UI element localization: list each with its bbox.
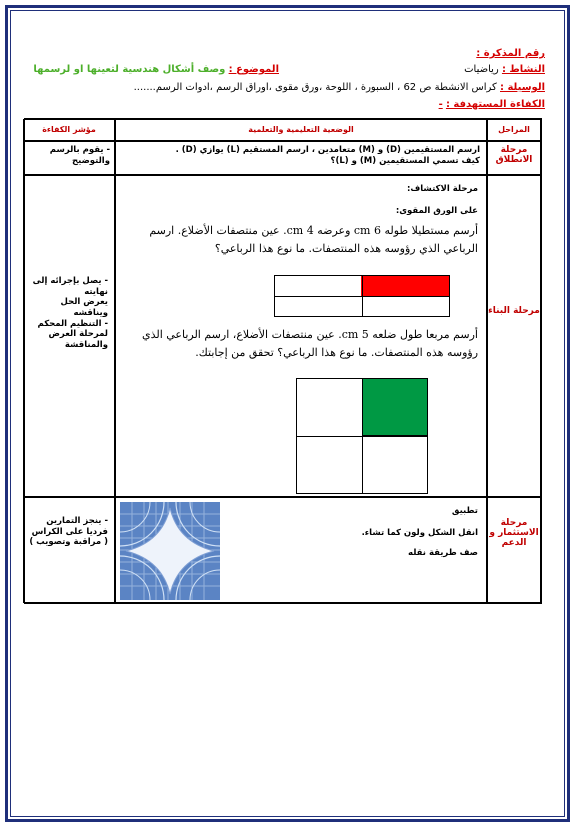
topic-label: الموضوع : xyxy=(228,64,279,75)
rectangle-horizontal-line xyxy=(275,296,449,297)
build-indicator xyxy=(23,175,115,497)
practice-situation xyxy=(115,497,487,603)
build-indicator-2: يعرض الحل ويناقشه xyxy=(60,297,108,318)
header-situation: الوضعية التعليمية والتعلمية xyxy=(115,119,487,141)
paper-label: على الورق المقوى: xyxy=(395,206,478,216)
rectangle-red-part xyxy=(361,276,449,297)
activity-label: النشاط : xyxy=(501,64,545,75)
rectangle-figure xyxy=(274,275,450,317)
stage-build: مرحلة البناء xyxy=(487,175,541,497)
square-figure xyxy=(296,378,428,494)
topic-value: وصف أشكال هندسية لتعينها او لرسمها xyxy=(33,64,226,75)
practice-title: تطبيق xyxy=(451,506,478,516)
header-stages: المراحل xyxy=(487,119,541,141)
lesson-table xyxy=(24,118,542,604)
tiling-pattern-image xyxy=(120,502,220,600)
build-indicator-1: - يصل بإجرائه إلى نهايته xyxy=(32,276,108,297)
launch-line-2: كيف تسمي المستقيمين (M) و (L)؟ xyxy=(330,155,480,166)
header-indicator: مؤشر الكفاءة xyxy=(23,119,115,141)
discovery-label: مرحلة الاكتشاف: xyxy=(406,184,478,194)
practice-line-1: انقل الشكل ولون كما تشاء. xyxy=(361,528,478,538)
means-label: الوسيلة : xyxy=(500,82,545,93)
task-1-text: أرسم مستطيلا طوله 6 cm وعرضه 4 cm. عين منتصفات الأضلاع. ارسم الرباعي الذي رؤوسه هذه المنتصفات. ما نوع هذا الرباعي؟ xyxy=(149,224,478,255)
launch-line-1: ارسم المستقيمين (D) و (M) متعامدين ، ارسم المستقيم (L) يوازي (D) . xyxy=(175,145,480,155)
topic-line xyxy=(33,64,279,75)
square-green-part xyxy=(362,379,427,436)
build-situation xyxy=(115,175,487,497)
competency-value: - xyxy=(438,99,443,110)
task-2-text: أرسم مربعا طول ضلعه 5 cm. عين منتصفات الأضلاع، ارسم الرباعي الذي رؤوسه هذه المنتصفات. ما نوع هذا الرباعي؟ تحقق من إجابتك. xyxy=(141,328,478,359)
build-indicator-3: - التنظيم المحكم لمرحلة العرض والمناقشة xyxy=(37,318,108,350)
practice-line-2: صف طريقة نقله xyxy=(408,548,478,558)
stage-practice: مرحلة الاستثمار و الدعم xyxy=(487,497,541,603)
competency-label: الكفاءة المستهدفة : xyxy=(445,99,545,110)
means-value: كراس الانشطة ص 62 ، السبورة ، اللوحة ،ورق مقوى ،اوراق الرسم ،ادوات الرسم....... xyxy=(133,82,497,93)
competency-line xyxy=(439,99,545,110)
activity-line xyxy=(464,64,545,75)
launch-indicator: - يقوم بالرسم والتوضيح xyxy=(23,141,115,175)
memo-number-label: رقم المذكرة : xyxy=(476,48,545,59)
launch-situation xyxy=(115,141,487,175)
square-horizontal-line xyxy=(297,436,427,437)
stage-launch: مرحلة الانطلاق xyxy=(487,141,541,175)
means-line xyxy=(134,82,545,93)
practice-indicator: - ينجز التمارين فرديا على الكراس ( مراقبة وتصويب ) xyxy=(23,497,115,603)
activity-value: رياضيات xyxy=(464,64,499,75)
